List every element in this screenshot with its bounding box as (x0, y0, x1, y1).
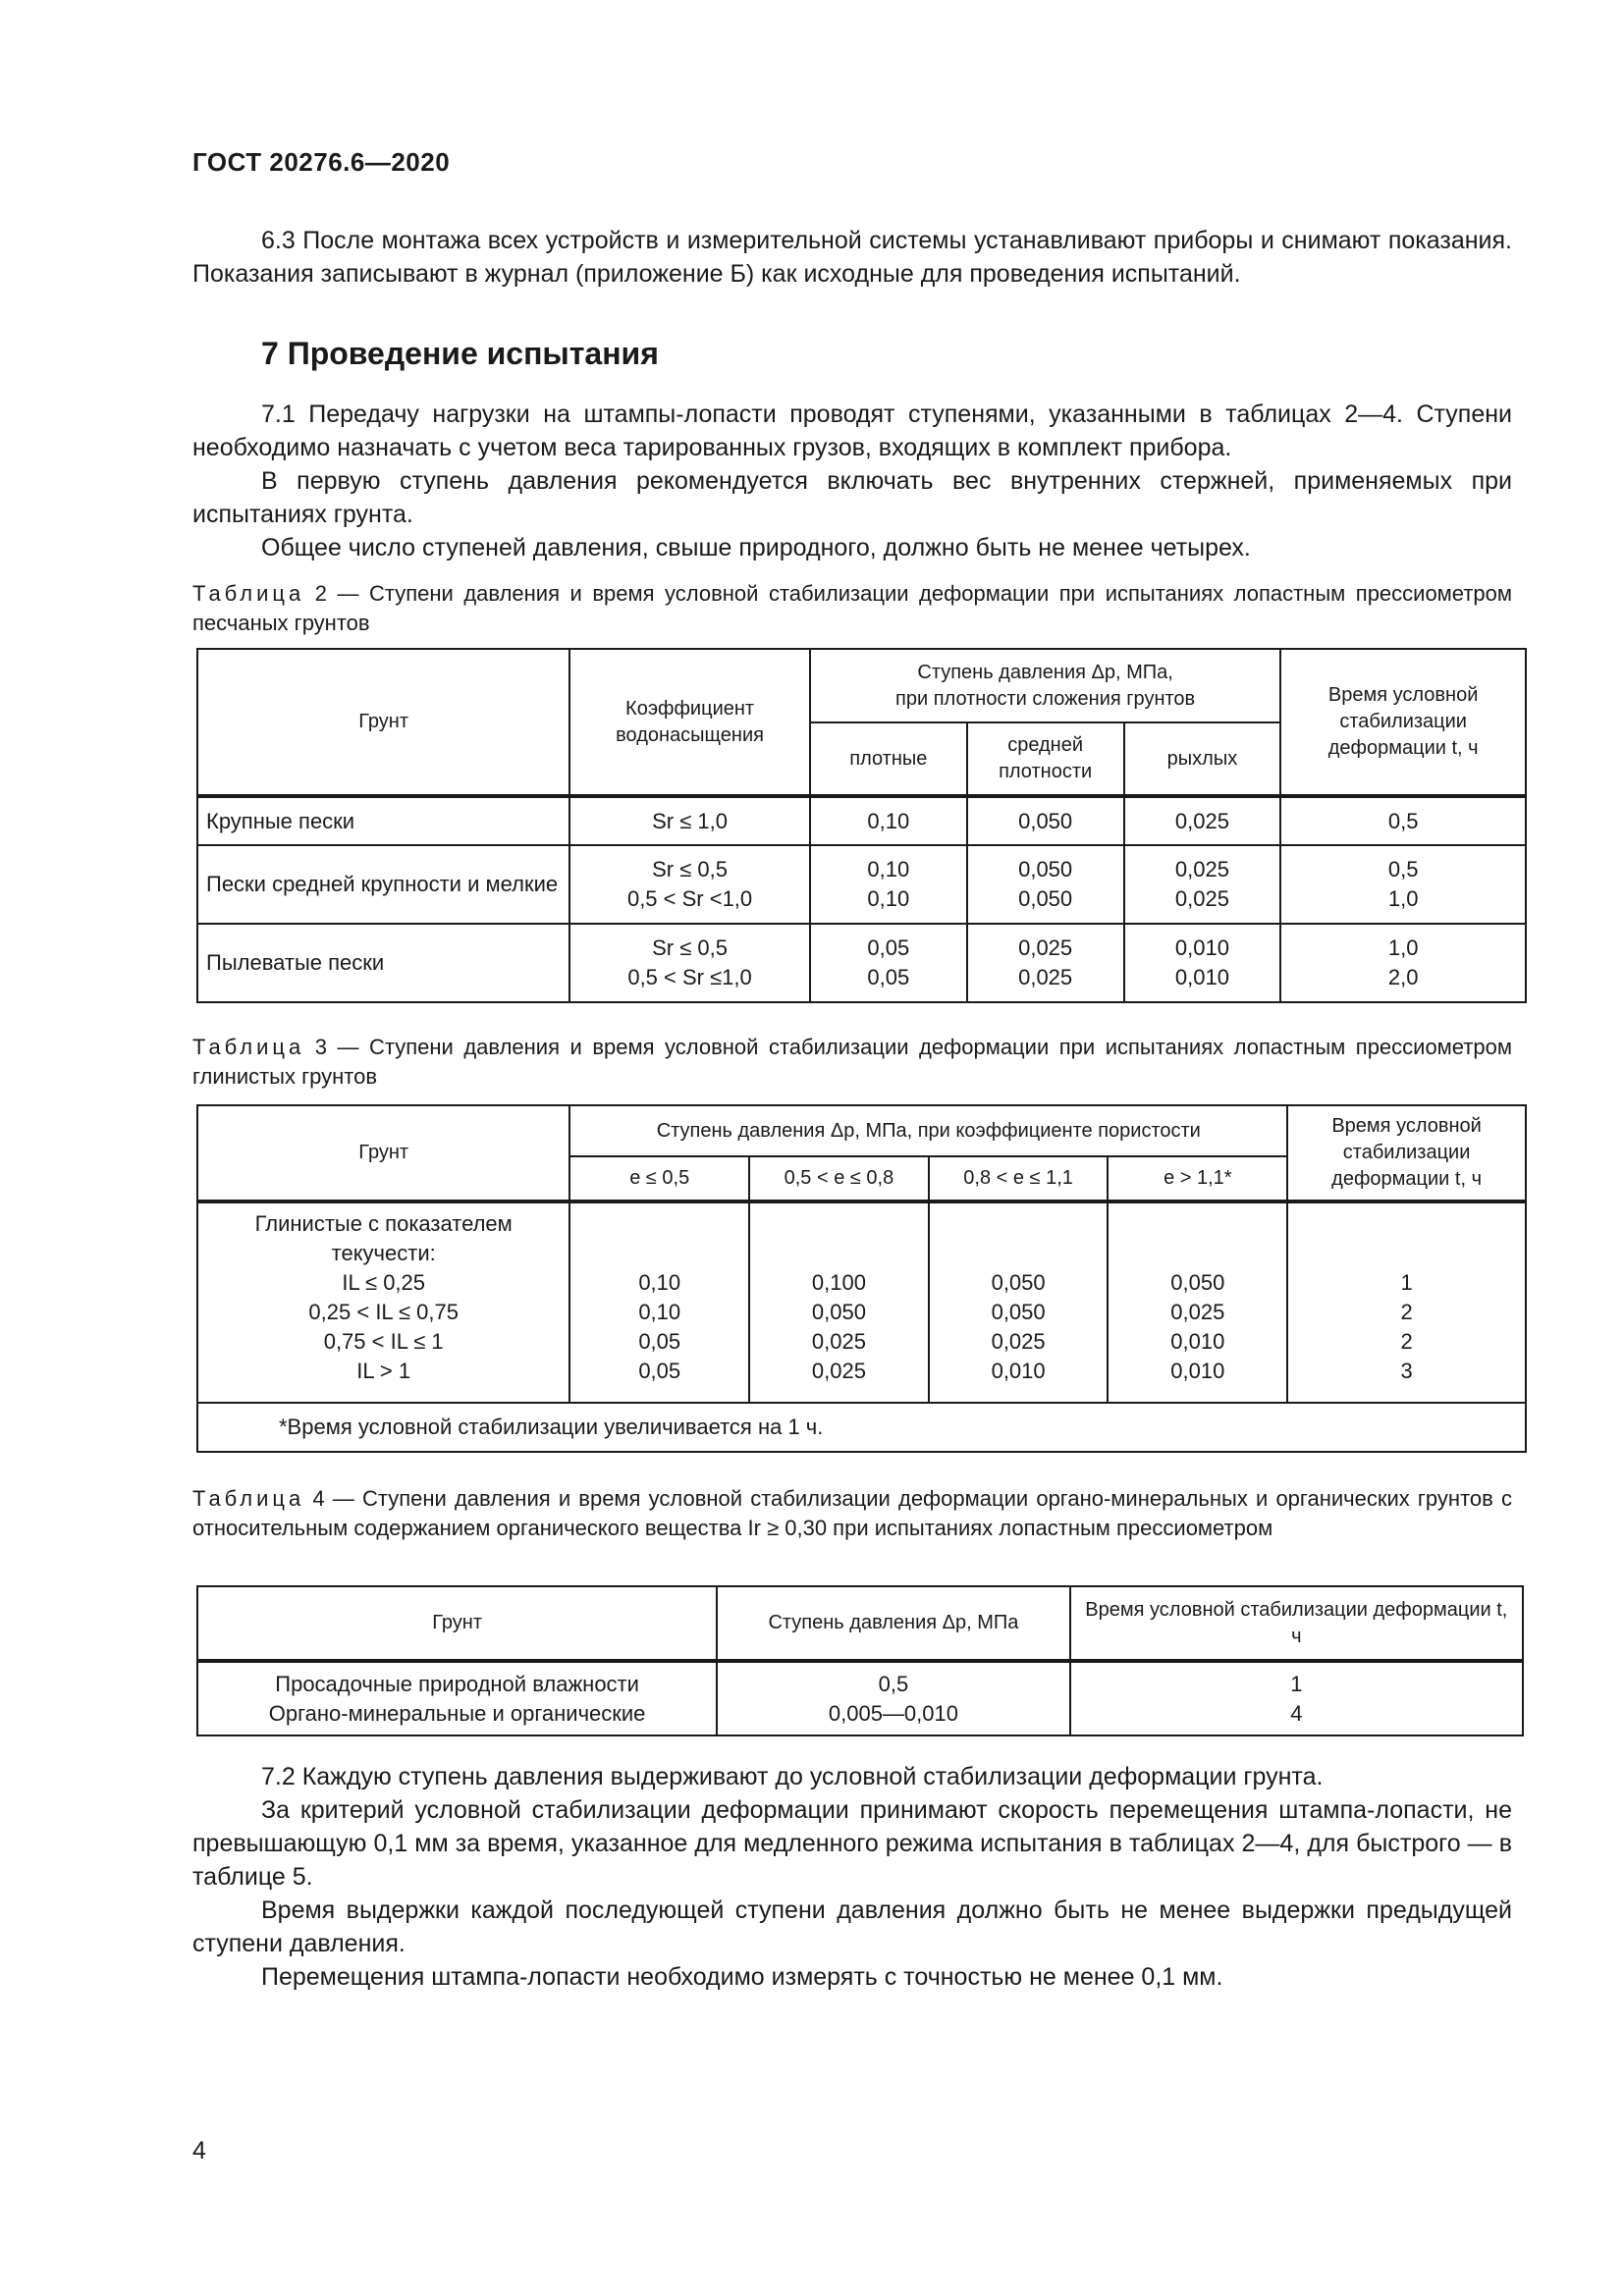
table-row (197, 796, 1526, 845)
table-2-cell-dense (810, 924, 967, 1002)
table-3-value: 1 (1400, 1270, 1413, 1295)
table-3-value: 0,100 (811, 1270, 866, 1295)
table-3-value: 0,010 (1170, 1359, 1225, 1383)
table-3-value: 0,010 (991, 1359, 1046, 1383)
table-3-value: 0,010 (1170, 1329, 1225, 1354)
table-4-value: 1 (1290, 1671, 1303, 1696)
table-2 (196, 648, 1527, 1003)
table-2-value: 0,5 < Sr <1,0 (626, 886, 753, 911)
table-2-cell-soil: Крупные пески (197, 796, 569, 845)
table-2-cell-time: 0,5 (1280, 796, 1526, 845)
paragraph-7-2-b: За критерий условной стабилизации деформации принимают скорость перемещения штампа-лопасти, не превышающую 0,1 мм за время, указанное для медленного режима испытания в таблицах 2—4, для быстрого — в таблице 5. (192, 1796, 1512, 1891)
table-4-header-soil: Грунт (197, 1586, 717, 1661)
table-2-value: Sr ≤ 0,5 (652, 935, 728, 960)
table-4-value: Просадочные природной влажности (275, 1671, 639, 1696)
table-2-value: 0,010 (1174, 965, 1229, 989)
table-row (197, 924, 1526, 1002)
table-3-value: 0,025 (991, 1329, 1046, 1354)
table-2-header-loose: рыхлых (1124, 722, 1281, 796)
table-2-caption (192, 579, 1512, 638)
table-3-header-e2: 0,5 < e ≤ 0,8 (749, 1156, 929, 1201)
table-2-cell-medium (967, 924, 1124, 1002)
table-3-value: 0,050 (991, 1300, 1046, 1324)
table-3-cell-e2 (749, 1201, 929, 1403)
table-3-header-time: Время условной стабилизации деформации t, ч (1287, 1105, 1526, 1201)
table-2-value: 0,5 (1387, 857, 1419, 881)
table-3-header-e3: 0,8 < e ≤ 1,1 (929, 1156, 1109, 1201)
table-4-value: 4 (1290, 1700, 1303, 1726)
table-4-cell-soil (197, 1661, 717, 1735)
table-3-cell-e4 (1108, 1201, 1287, 1403)
table-2-cell-loose (1124, 924, 1281, 1002)
paragraph-7-2-d: Перемещения штампа-лопасти необходимо измерять с точностью не менее 0,1 мм. (261, 1963, 1223, 1991)
table-4-value: 0,5 (878, 1671, 909, 1696)
table-3-value: 0,10 (638, 1270, 681, 1295)
table-4-caption (192, 1484, 1512, 1543)
table-3-value: 0,05 (638, 1359, 681, 1383)
table-3-value: 0,050 (1170, 1270, 1225, 1295)
table-row (197, 1661, 1523, 1735)
table-3-value: 0,025 (811, 1359, 866, 1383)
table-3-value: 2 (1400, 1329, 1413, 1354)
table-2-value: 0,010 (1174, 935, 1229, 960)
table-2-cell-soil: Пески средней крупности и мелкие (197, 845, 569, 924)
table-2-value: Sr ≤ 0,5 (652, 857, 728, 881)
table-2-caption-text: 2 — Ступени давления и время условной стабилизации деформации при испытаниях лопастным прессиометром песчаных грунтов (192, 581, 1512, 635)
table-2-cell-time (1280, 845, 1526, 924)
table-3-header-e1: e ≤ 0,5 (569, 1156, 749, 1201)
table-2-value: 0,05 (867, 965, 910, 989)
table-3-caption (192, 1033, 1512, 1092)
table-2-value: 0,10 (867, 857, 910, 881)
table-3-cell-time (1287, 1201, 1526, 1403)
table-3-soil-line: IL ≤ 0,25 (342, 1270, 426, 1295)
paragraph-7-1-b: В первую ступень давления рекомендуется включать вес внутренних стержней, применяемых при испытаниях грунта. (192, 467, 1512, 528)
table-4-caption-label: Таблица (192, 1486, 305, 1511)
table-3-cell-e3 (929, 1201, 1109, 1403)
table-2-cell-dense: 0,10 (810, 796, 967, 845)
table-3-header-soil: Грунт (197, 1105, 569, 1201)
table-3 (196, 1104, 1527, 1453)
table-3-header-e4: e > 1,1* (1108, 1156, 1287, 1201)
table-row (197, 1201, 1526, 1403)
table-2-cell-coef (569, 845, 810, 924)
table-2-value: 0,5 < Sr ≤1,0 (627, 965, 752, 989)
table-2-header-dense: плотные (810, 722, 967, 796)
table-2-value: 0,05 (867, 935, 910, 960)
table-2-value: 0,025 (1018, 965, 1073, 989)
table-3-value: 0,10 (638, 1300, 681, 1324)
table-2-caption-label: Таблица (192, 581, 305, 606)
table-2-cell-medium: 0,050 (967, 796, 1124, 845)
table-3-footnote: *Время условной стабилизации увеличивается на 1 ч. (197, 1403, 1526, 1452)
paragraph-6-3: 6.3 После монтажа всех устройств и измерительной системы устанавливают приборы и снимают показания. Показания записывают в журнал (приложение Б) как исходные для проведения испытаний. (192, 227, 1512, 288)
table-3-cell-soil (197, 1201, 569, 1403)
table-3-value: 0,050 (991, 1270, 1046, 1295)
table-4-caption-text: 4 — Ступени давления и время условной стабилизации деформации органо-минеральных и органических грунтов с относительным содержанием органического вещества Ir ≥ 0,30 при испытаниях лопастным прессиометром (192, 1486, 1512, 1540)
table-2-value: 0,025 (1174, 857, 1229, 881)
table-4-value: Органо-минеральные и органические (268, 1700, 646, 1726)
table-3-soil-line: 0,75 < IL ≤ 1 (323, 1329, 444, 1354)
table-2-cell-soil: Пылеватые пески (197, 924, 569, 1002)
table-4-cell-step (717, 1661, 1069, 1735)
table-3-caption-text: 3 — Ступени давления и время условной стабилизации деформации при испытаниях лопастным прессиометром глинистых грунтов (192, 1035, 1512, 1089)
document-header: ГОСТ 20276.6—2020 (192, 147, 451, 177)
table-3-value: 0,05 (638, 1329, 681, 1354)
table-3-header-step: Ступень давления Δp, МПа, при коэффициенте пористости (569, 1105, 1287, 1156)
table-3-caption-label: Таблица (192, 1035, 305, 1059)
table-3-cell-e1 (569, 1201, 749, 1403)
table-2-header-soil: Грунт (197, 649, 569, 796)
table-3-soil-line: Глинистые с показателем (254, 1211, 513, 1236)
table-4-value: 0,005—0,010 (828, 1700, 958, 1726)
table-2-cell-coef: Sr ≤ 1,0 (569, 796, 810, 845)
table-2-cell-loose (1124, 845, 1281, 924)
table-row (197, 1403, 1526, 1452)
table-3-value: 0,025 (811, 1329, 866, 1354)
section-7-title: 7 Проведение испытания (261, 336, 659, 371)
paragraph-7-2-c: Время выдержки каждой последующей ступени давления должно быть не менее выдержки предыдущей ступени давления. (192, 1896, 1512, 1957)
page-number: 4 (192, 2137, 206, 2164)
table-3-soil-line: IL > 1 (356, 1359, 411, 1383)
table-2-header-step-line1: Ступень давления Δp, МПа, (917, 661, 1173, 683)
table-2-header-medium: средней плотности (967, 722, 1124, 796)
paragraph-7-2: 7.2 Каждую ступень давления выдерживают до условной стабилизации деформации грунта. (261, 1763, 1324, 1790)
table-2-cell-loose: 0,025 (1124, 796, 1281, 845)
table-4-cell-time (1070, 1661, 1523, 1735)
table-3-soil-line: текучести: (331, 1241, 436, 1265)
table-2-value: 2,0 (1387, 965, 1419, 989)
table-4-header-step: Ступень давления Δp, МПа (717, 1586, 1069, 1661)
table-2-header-coef: Коэффициент водонасыщения (569, 649, 810, 796)
table-4 (196, 1585, 1524, 1736)
table-3-value: 0,025 (1170, 1300, 1225, 1324)
table-2-value: 1,0 (1387, 935, 1419, 960)
table-2-header-step-line2: при плотности сложения грунтов (895, 687, 1196, 710)
table-3-value: 0,050 (811, 1300, 866, 1324)
paragraph-7-1-c: Общее число ступеней давления, свыше природного, должно быть не менее четырех. (261, 534, 1251, 561)
table-2-cell-coef (569, 924, 810, 1002)
table-2-cell-medium (967, 845, 1124, 924)
table-2-cell-time (1280, 924, 1526, 1002)
table-3-soil-line: 0,25 < IL ≤ 0,75 (308, 1300, 459, 1324)
table-2-header-time: Время условной стабилизации деформации t, ч (1280, 649, 1526, 796)
table-2-cell-dense (810, 845, 967, 924)
paragraph-7-1: 7.1 Передачу нагрузки на штампы-лопасти проводят ступенями, указанными в таблицах 2—4. Ступени необходимо назначать с учетом веса тарированных грузов, входящих в комплект прибора. (192, 400, 1512, 461)
table-2-value: 0,050 (1018, 886, 1073, 911)
table-3-value: 3 (1400, 1359, 1413, 1383)
table-2-value: 1,0 (1387, 886, 1419, 911)
table-2-value: 0,025 (1018, 935, 1073, 960)
table-2-header-step (810, 649, 1280, 722)
table-row (197, 845, 1526, 924)
table-4-header-time: Время условной стабилизации деформации t, ч (1070, 1586, 1523, 1661)
table-2-value: 0,025 (1174, 886, 1229, 911)
table-2-value: 0,050 (1018, 857, 1073, 881)
table-3-value: 2 (1400, 1300, 1413, 1324)
table-2-value: 0,10 (867, 886, 910, 911)
